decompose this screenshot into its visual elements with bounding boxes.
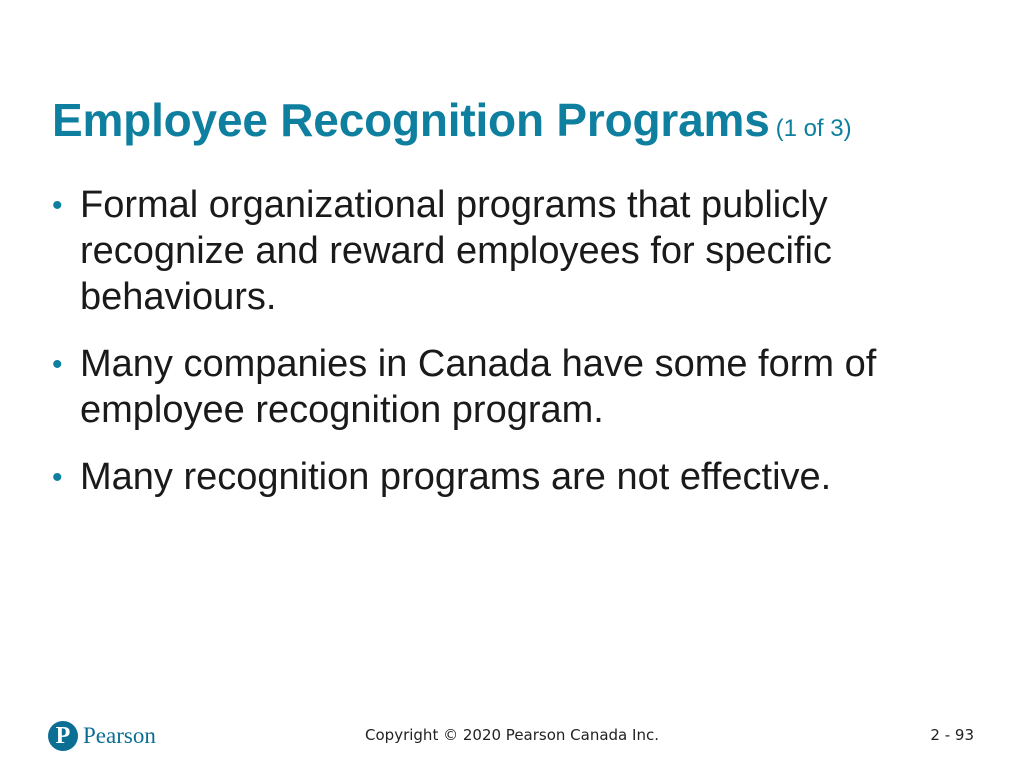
bullet-text: Formal organizational programs that publicly recognize and reward employees for specific behaviours. [80, 184, 832, 318]
bullet-item [52, 341, 952, 433]
copyright-notice: Copyright © 2020 Pearson Canada Inc. [365, 726, 659, 744]
bullet-item [52, 454, 952, 500]
bullet-icon: • [52, 189, 63, 222]
slide-title [52, 93, 992, 147]
bullet-icon: • [52, 461, 63, 494]
pearson-logo-text: Pearson [83, 723, 156, 748]
title-suffix: (1 of 3) [775, 115, 852, 142]
page-number: 2 - 93 [930, 726, 974, 744]
bullet-icon: • [52, 348, 63, 381]
pearson-logo-icon: P [48, 721, 78, 751]
bullet-list [52, 182, 952, 500]
bullet-text: Many companies in Canada have some form of employee recognition program. [80, 343, 877, 431]
bullet-text: Many recognition programs are not effective. [80, 456, 832, 498]
title-text: Employee Recognition Programs [52, 94, 770, 146]
bullet-item [52, 182, 952, 320]
